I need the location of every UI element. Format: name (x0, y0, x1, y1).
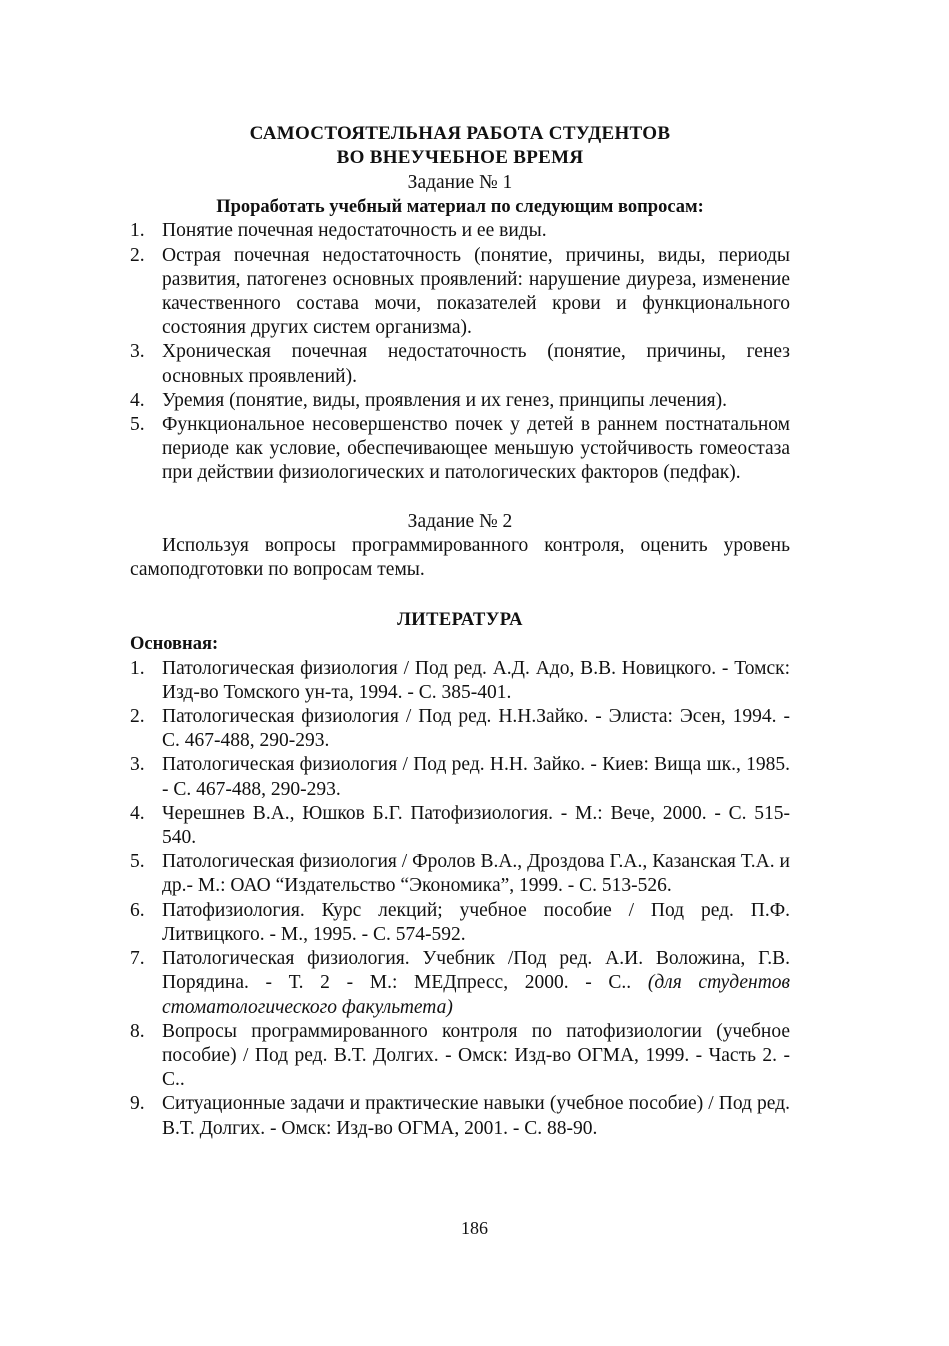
task2-text: Используя вопросы программированного контроля, оценить уровень самоподготовки по вопросам темы. (130, 534, 790, 581)
task2-label: Задание № 2 (407, 510, 513, 532)
item-number: 5. (130, 414, 145, 436)
item-number: 4. (130, 389, 145, 411)
list-item (130, 413, 790, 486)
list-item (130, 244, 790, 341)
item-text: Черешнев В.А., Юшков Б.Г. Патофизиология. - М.: Вече, 2000. - С. 515-540. (162, 802, 790, 849)
item-number: 4. (130, 802, 145, 824)
item-italic-note: (для студентов стоматологического факультета) (162, 972, 790, 1018)
literature-list (130, 657, 790, 1141)
list-item (130, 219, 790, 243)
item-number: 2. (130, 244, 145, 266)
item-number: 8. (130, 1020, 145, 1042)
list-item (130, 1092, 790, 1140)
list-item (130, 657, 790, 705)
literature-subtitle: Основная: (130, 634, 219, 655)
item-number: 3. (130, 754, 145, 776)
item-number: 6. (130, 899, 145, 921)
list-item (130, 850, 790, 898)
item-number: 5. (130, 851, 145, 873)
heading-line-1: САМОСТОЯТЕЛЬНАЯ РАБОТА СТУДЕНТОВ (249, 123, 671, 144)
item-text: Патологическая физиология / Под ред. А.Д. Адо, В.В. Новицкого. - Томск: Изд-во Томского ун-та, 1994. - С. 385-401. (162, 657, 790, 703)
item-text: Уремия (понятие, виды, проявления и их генез, принципы лечения). (162, 389, 728, 411)
item-number: 3. (130, 341, 145, 363)
document-page (130, 122, 790, 1141)
list-item (130, 899, 790, 947)
list-item (130, 1020, 790, 1093)
list-item (130, 753, 790, 801)
item-number: 2. (130, 706, 145, 728)
task1-question-list (130, 219, 790, 485)
list-item (130, 340, 790, 388)
list-item (130, 947, 790, 1020)
item-text: Острая почечная недостаточность (понятие, причины, виды, периоды развития, патогенез основных проявлений: нарушение диуреза, изменение качественного состава мочи, показателей крови и функционального состояния других систем организма). (162, 244, 790, 339)
item-number: 1. (130, 657, 145, 679)
item-text: Патологическая физиология / Фролов В.А., Дроздова Г.А., Казанская Т.А. и др.- М.: ОАО “Издательство “Экономика”, 1999. - С. 513-526. (162, 851, 790, 897)
item-text: Патофизиология. Курс лекций; учебное пособие / Под ред. П.Ф. Литвицкого. - М., 1995. - С. 574-592. (162, 899, 790, 945)
item-number: 7. (130, 948, 145, 970)
page-number: 186 (461, 1218, 488, 1238)
item-text: Хроническая почечная недостаточность (понятие, причины, генез основных проявлений). (162, 341, 790, 387)
item-number: 9. (130, 1093, 145, 1115)
item-text: Понятие почечная недостаточность и ее виды. (162, 220, 547, 242)
item-text: Патологическая физиология / Под ред. Н.Н. Зайко. - Киев: Вища шк., 1985. - С. 467-488, 290-293. (162, 754, 790, 800)
item-text: Функциональное несовершенство почек у детей в раннем постнатальном периоде как условие, обеспечивающее меньшую устойчивость гомеостаза при действии физиологических и патологических факторов (педфак). (162, 414, 790, 484)
item-text: Патологическая физиология / Под ред. Н.Н.Зайко. - Элиста: Эсен, 1994. - С. 467-488, 290-293. (162, 706, 790, 752)
list-item (130, 802, 790, 850)
item-text: Вопросы программированного контроля по патофизиологии (учебное пособие) / Под ред. В.Т. Долгих. - Омск: Изд-во ОГМА, 1999. - Часть 2. - С.. (162, 1020, 790, 1091)
list-item (130, 389, 790, 413)
item-number: 1. (130, 220, 145, 242)
list-item (130, 705, 790, 753)
literature-title: ЛИТЕРАТУРА (397, 610, 523, 631)
task1-instruction: Проработать учебный материал по следующим вопросам: (216, 197, 704, 218)
item-text: Патологическая физиология. Учебник /Под ред. А.И. Воложина, Г.В. Порядина. - Т. 2 - М.: МЕДпресс, 2000. - С.. (162, 948, 790, 994)
item-text: Ситуационные задачи и практические навыки (учебное пособие) / Под ред. В.Т. Долгих. - Омск: Изд-во ОГМА, 2001. - С. 88-90. (162, 1093, 790, 1139)
heading-line-2: ВО ВНЕУЧЕБНОЕ ВРЕМЯ (336, 147, 584, 168)
task1-label: Задание № 1 (407, 172, 513, 193)
